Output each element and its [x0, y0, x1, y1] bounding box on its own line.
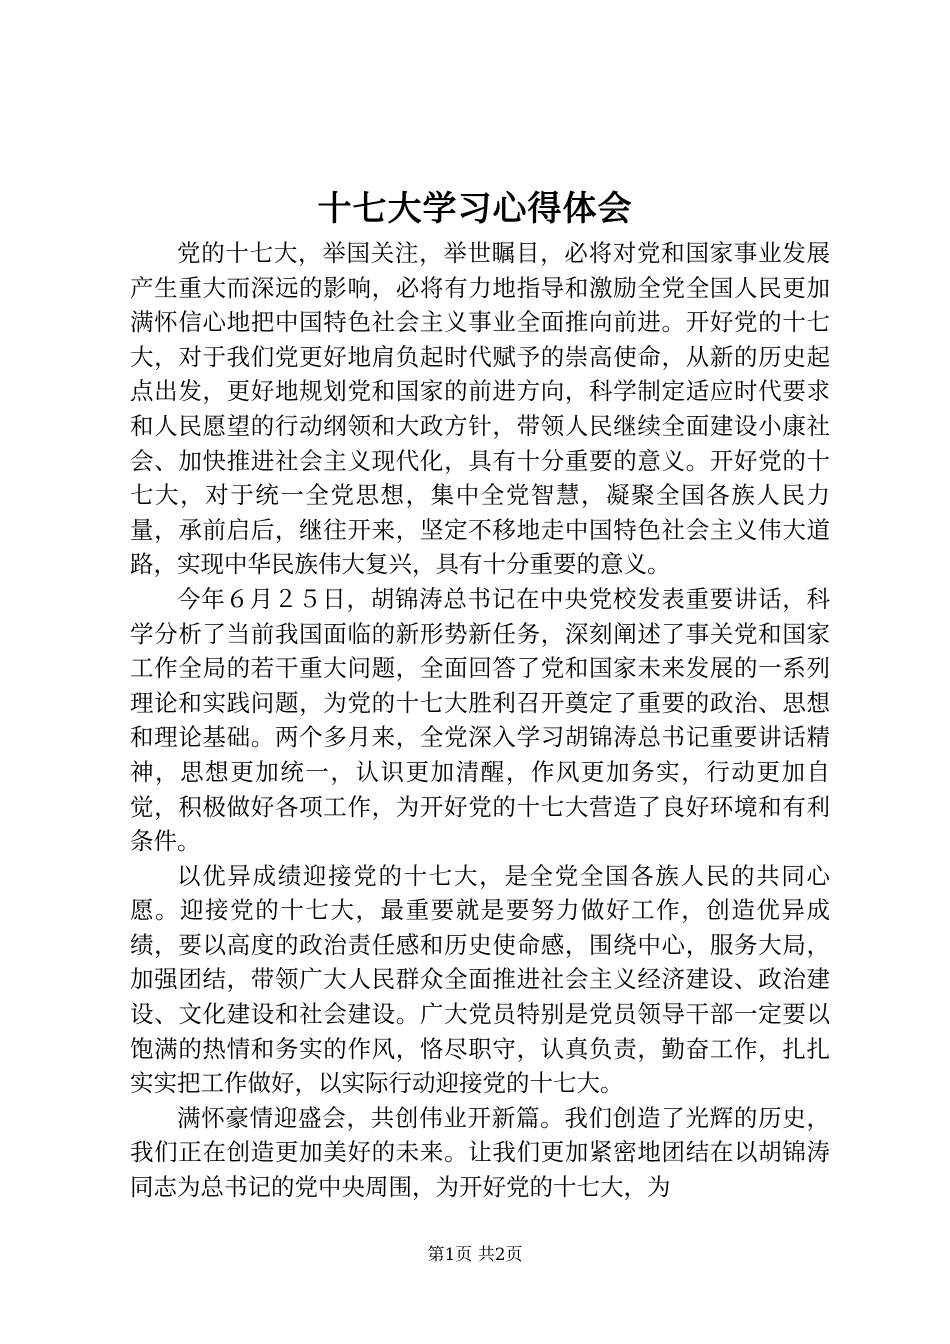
paragraph-4: 满怀豪情迎盛会，共创伟业开新篇。我们创造了光辉的历史，我们正在创造更加美好的未来。让我们更加紧密地团结在以胡锦涛同志为总书记的党中央周围，为开好党的十七大，为 — [130, 1103, 830, 1202]
paragraph-1: 党的十七大，举国关注，举世瞩目，必将对党和国家事业发展产生重大而深远的影响，必将有力地指导和激励全党全国人民更加满怀信心地把中国特色社会主义事业全面推向前进。开好党的十七大，对于我们党更好地肩负起时代赋予的崇高使命，从新的历史起点出发，更好地规划党和国家的前进方向，科学制定适应时代要求和人民愿望的行动纲领和大政方针，带领人民继续全面建设小康社会、加快推进社会主义现代化，具有十分重要的意义。开好党的十七大，对于统一全党思想，集中全党智慧，凝聚全国各族人民力量，承前启后，继往开来，坚定不移地走中国特色社会主义伟大道路，实现中华民族伟大复兴，具有十分重要的意义。 — [130, 239, 830, 579]
page-footer: 第1页 共2页 — [427, 1245, 523, 1265]
paragraph-3: 以优异成绩迎接党的十七大，是全党全国各族人民的共同心愿。迎接党的十七大，最重要就是要努力做好工作，创造优异成绩，要以高度的政治责任感和历史使命感，围绕中心，服务大局，加强团结，带领广大人民群众全面推进社会主义经济建设、政治建设、文化建设和社会建设。广大党员特别是党员领导干部一定要以饱满的热情和务实的作风，恪尽职守，认真负责，勤奋工作，扎扎实实把工作做好，以实际行动迎接党的十七大。 — [130, 861, 830, 1098]
document-body — [130, 236, 830, 1205]
document-title: 十七大学习心得体会 — [317, 189, 633, 229]
paragraph-2: 今年６月２５日，胡锦涛总书记在中央党校发表重要讲话，科学分析了当前我国面临的新形势新任务，深刻阐述了事关党和国家工作全局的若干重大问题，全面回答了党和国家未来发展的一系列理论和实践问题，为党的十七大胜利召开奠定了重要的政治、思想和理论基础。两个多月来，全党深入学习胡锦涛总书记重要讲话精神，思想更加统一，认识更加清醒，作风更加务实，行动更加自觉，积极做好各项工作，为开好党的十七大营造了良好环境和有利条件。 — [130, 584, 830, 856]
